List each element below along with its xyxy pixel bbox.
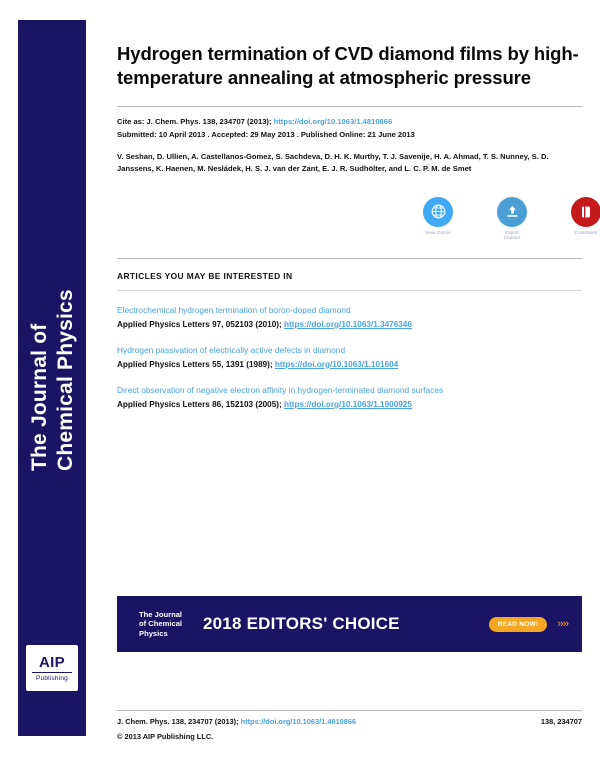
related-article-title[interactable]: Hydrogen passivation of electrically active defects in diamond [117, 344, 346, 355]
related-article-doi-link[interactable]: https://doi.org/10.1063/1.1900925 [284, 399, 412, 409]
banner-headline-text: EDITORS' CHOICE [246, 614, 400, 633]
journal-spine-title [27, 1, 79, 471]
related-article-title[interactable]: Electrochemical hydrogen termination of boron-doped diamond [117, 304, 351, 315]
crossmark-glyph-icon [578, 204, 594, 220]
banner-brand-line1: The Journal [139, 609, 183, 619]
list-item[interactable] [117, 384, 582, 411]
footer-divider [117, 710, 582, 711]
crossmark-icon[interactable] [571, 197, 600, 227]
page-title: Hydrogen termination of CVD diamond films by high-temperature annealing at atmospheric pressure [117, 43, 579, 88]
banner-headline [203, 614, 400, 634]
banner-year: 2018 [203, 614, 242, 633]
citation-doi-link[interactable]: https://doi.org/10.1063/1.4810866 [273, 117, 393, 126]
crossmark-label: CrossMark [574, 229, 598, 235]
export-icon[interactable] [497, 197, 527, 227]
promo-banner[interactable] [117, 596, 582, 652]
journal-spine [18, 20, 86, 736]
submitted-line: Submitted: 10 April 2013 . Accepted: 29 May 2013 . Published Online: 21 June 2013 [117, 129, 415, 139]
view-online-badge[interactable] [423, 197, 453, 240]
related-article-source: Applied Physics Letters 55, 1391 (1989); [117, 359, 273, 369]
banner-cta-group[interactable] [489, 617, 582, 632]
article-header [117, 42, 598, 411]
related-article-title[interactable]: Direct observation of negative electron affinity in hydrogen-terminated diamond surfaces [117, 384, 444, 395]
list-item[interactable] [117, 344, 582, 371]
divider-mid [117, 258, 582, 259]
author-list: V. Seshan, D. Ullien, A. Castellanos-Gomez, S. Sachdeva, D. H. K. Murthy, T. J. Savenije, H. A. Ahmad, T. S. Nunney, S. D. Janssens, K. Haenen, M. Nesládek, H. S. J. van der Zant, E. J. R. Sudhölter, and L. C. P. M. de Smet [117, 152, 549, 173]
chevron-right-icon: ›››› [557, 618, 568, 630]
divider-top [117, 106, 582, 107]
footer-doi-link[interactable]: https://doi.org/10.1063/1.4810866 [240, 717, 357, 726]
footer-citation-text: J. Chem. Phys. 138, 234707 (2013); [117, 717, 239, 726]
upload-arrow-icon [504, 203, 521, 220]
action-badges [117, 197, 598, 240]
footer-copyright: © 2013 AIP Publishing LLC. [117, 732, 214, 741]
related-article-meta [117, 359, 582, 371]
related-articles-heading: ARTICLES YOU MAY BE INTERESTED IN [117, 270, 293, 281]
aip-logo-rule [32, 672, 72, 673]
aip-logo-subtext: Publishing [36, 674, 68, 682]
related-article-source: Applied Physics Letters 97, 052103 (2010); [117, 319, 282, 329]
view-online-label: View Online [425, 229, 451, 235]
spine-line-1: The Journal of [28, 323, 51, 471]
related-article-doi-link[interactable]: https://doi.org/10.1063/1.3476346 [284, 319, 412, 329]
banner-brand [117, 610, 203, 639]
related-article-doi-link[interactable]: https://doi.org/10.1063/1.101604 [274, 359, 399, 369]
related-article-meta [117, 319, 582, 331]
spine-line-2: Chemical Physics [54, 289, 77, 471]
footer-citation [117, 717, 356, 726]
aip-logo-text: AIP [39, 653, 65, 671]
related-article-source: Applied Physics Letters 86, 152103 (2005); [117, 399, 282, 409]
globe-icon [430, 203, 447, 220]
read-now-button[interactable]: READ NOW! [489, 617, 548, 632]
footer-citation-row [117, 717, 582, 726]
export-citation-badge[interactable] [497, 197, 527, 240]
banner-brand-line2: of Chemical Physics [139, 619, 183, 638]
aip-publishing-logo [26, 645, 78, 691]
list-item[interactable] [117, 304, 582, 331]
divider-related [117, 290, 582, 291]
export-citation-label: Export Citation [503, 229, 521, 240]
footer-reference: 138, 234707 [540, 717, 582, 726]
online-icon[interactable] [423, 197, 453, 227]
crossmark-badge[interactable] [571, 197, 600, 240]
page-footer [117, 710, 582, 741]
citation-line [117, 116, 582, 128]
citation-label: Cite as: J. Chem. Phys. 138, 234707 (2013); [117, 117, 272, 126]
related-article-meta [117, 399, 582, 411]
